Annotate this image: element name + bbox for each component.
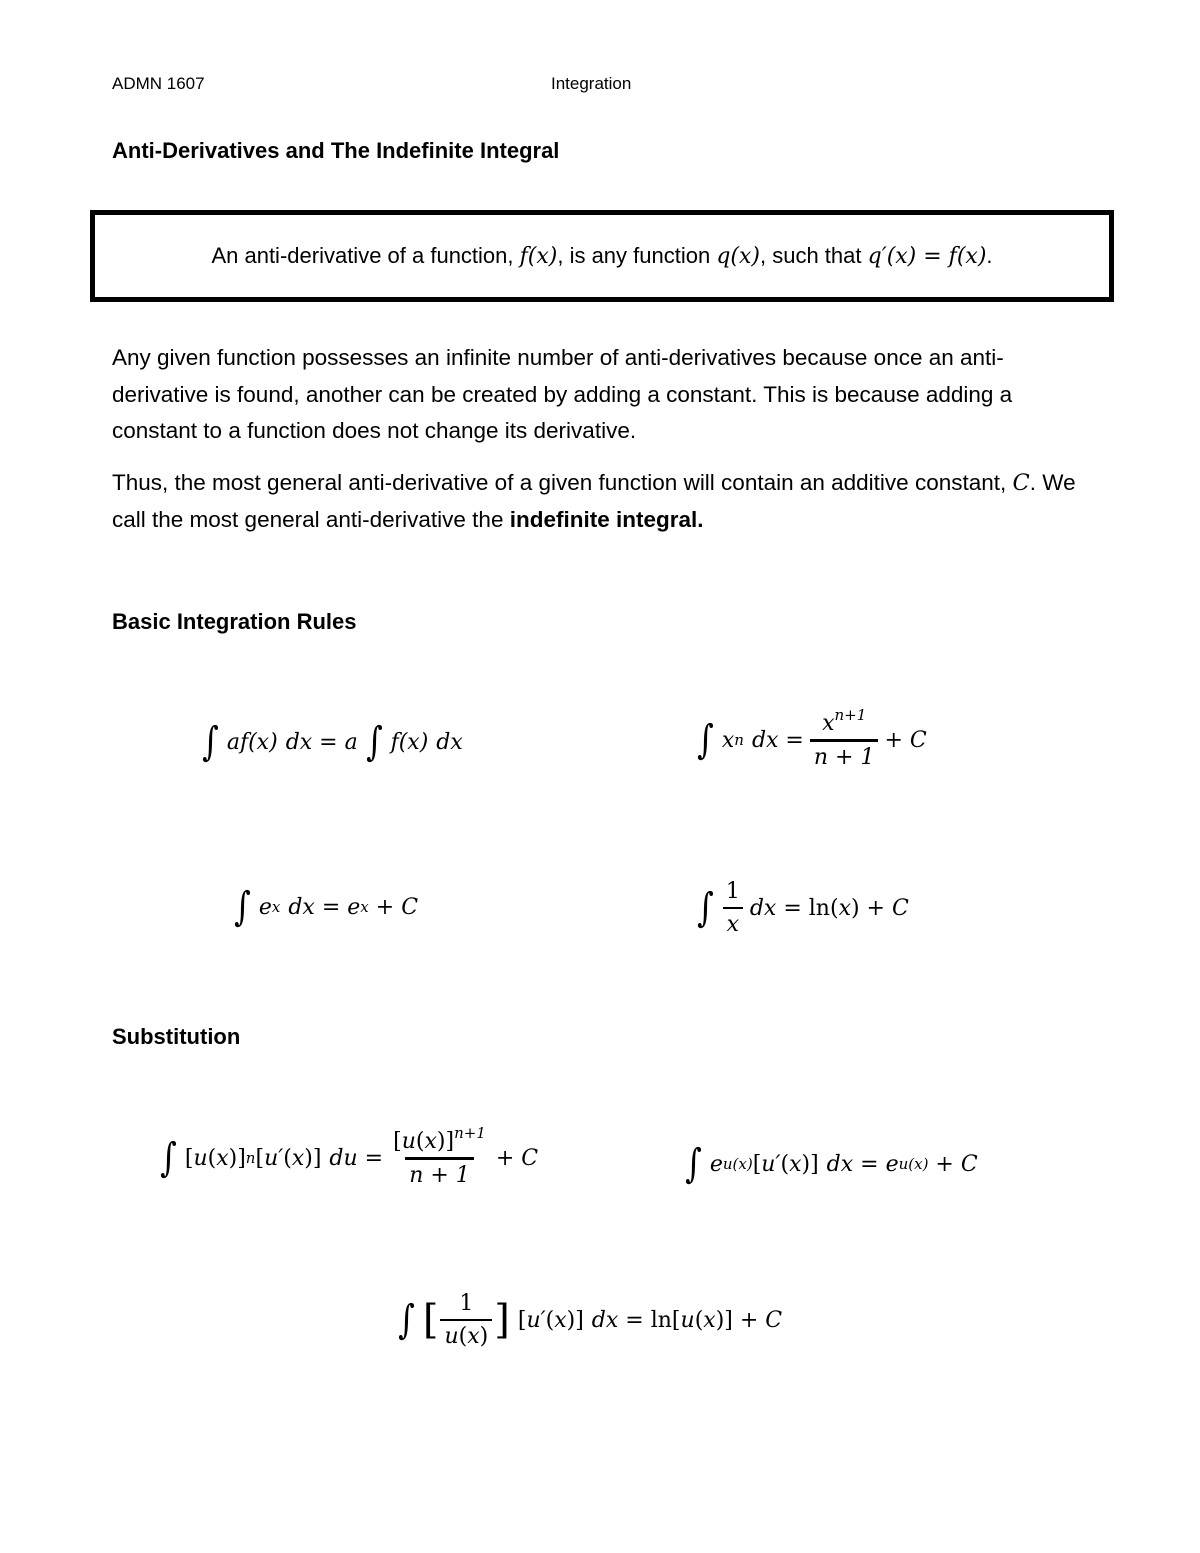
rule-exponential: ∫ e x dx = e x + C (234, 884, 419, 930)
paragraph-indefinite-integral: Thus, the most general anti-derivative of a given function will contain an additive constant, C. We call the most general anti-derivative the indefinite integral. (112, 470, 1076, 532)
header-topic: Integration (551, 74, 632, 93)
substitution-power-rule: ∫ [ u ( x )] n [ u′ ( x )] du = $\frac{[u(x)]^{n+1}}{n + 1}$ + C (160, 1123, 539, 1188)
rule-logarithm: ∫ $\frac{1}{x}$ dx = ln( x ) + C (697, 879, 909, 937)
section-title-basic-rules: Basic Integration Rules (112, 609, 357, 634)
header-course: ADMN 1607 (112, 74, 205, 93)
substitution-logarithm-rule: ∫ [ $\frac{1}{u(x)}$ ] [ u′ ( x )] dx = ln[ u ( x )] + C (398, 1291, 783, 1349)
paragraph-infinite-antiderivatives: Any given function possesses an infinite number of anti-derivatives because once an anti-derivative is found, another can be created by adding a constant. This is because adding a constant to a function does not change its derivative. (112, 345, 1013, 443)
substitution-exponential-rule: ∫ e u(x) [ u′ ( x )] dx = e u(x) + C (685, 1141, 978, 1187)
definition-text: An anti-derivative of a function, f(x), is any function q(x), such that q′(x) = f(x). (211, 243, 993, 269)
rule-power: ∫ x n dx = $\frac{x^{n+1}}{n + 1}$ + C (697, 705, 927, 770)
definition-box (90, 210, 1114, 302)
rule-constant-multiple: ∫ af(x) dx = a ∫ f(x) dx (202, 719, 463, 765)
section-title-antiderivatives: Anti-Derivatives and The Indefinite Integral (112, 138, 560, 163)
section-title-substitution: Substitution (112, 1024, 241, 1049)
